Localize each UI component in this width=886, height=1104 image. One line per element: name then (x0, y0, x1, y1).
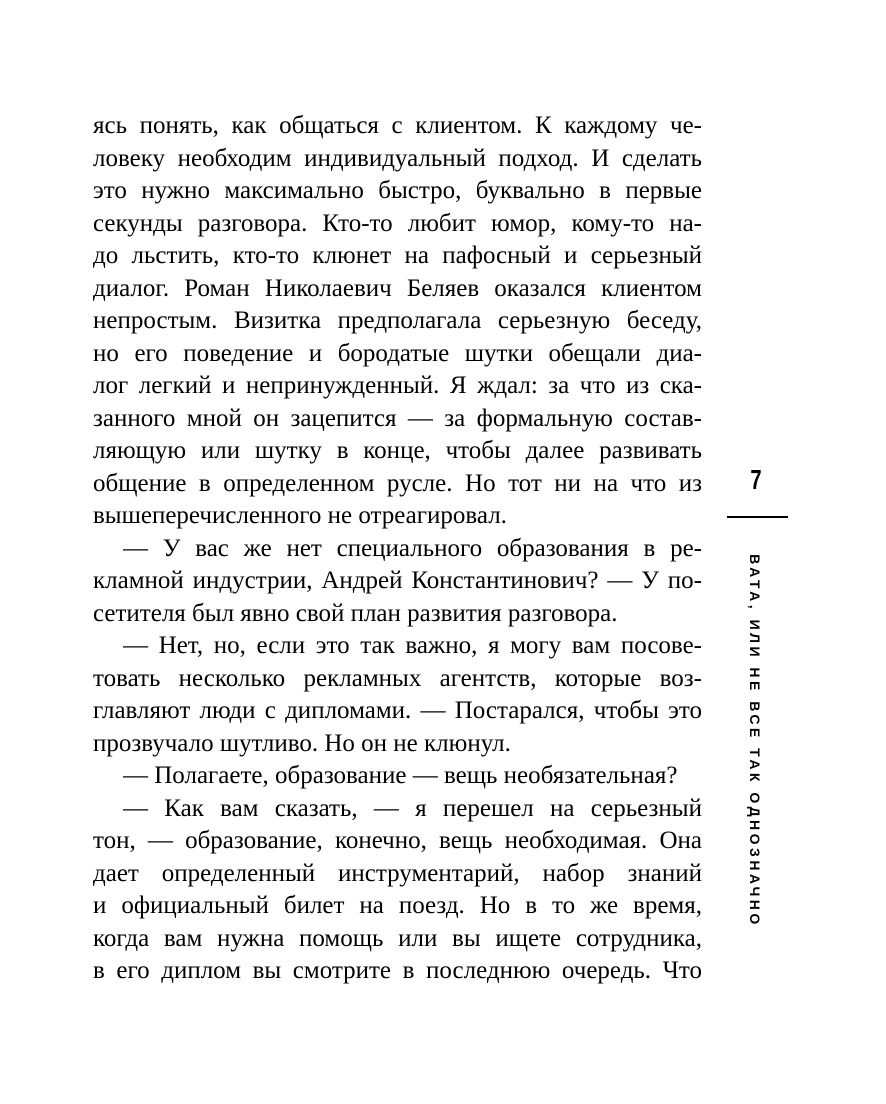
text-line: когда вам нужна помощь или вы ищете сотрудника, (93, 924, 702, 952)
text-line: прозвучало шутливо. Но он не клюнул. (93, 729, 511, 757)
text-line: это нужно максимально быстро, буквально в первые (93, 177, 702, 204)
text-line: главляют люди с дипломами. — Постарался, чтобы это (93, 697, 702, 724)
paragraph (93, 793, 702, 988)
text-line: в его диплом вы смотрите в последнюю очередь. Что (93, 957, 702, 984)
text-line: — Полагаете, образование — вещь необязательная? (123, 762, 678, 789)
paragraph (93, 630, 702, 760)
text-line: дает определенный инструментарий, набор знаний (93, 859, 702, 887)
text-line: ляющую или шутку в конце, чтобы далее развивать (93, 437, 702, 464)
page-number: 7 (750, 464, 762, 495)
text-line: тон, — образование, конечно, вещь необходимая. Она (93, 827, 702, 854)
text-line: но его поведение и бородатые шутки обещали диа- (93, 339, 702, 367)
text-line: диалог. Роман Николаевич Беляев оказался клиентом (93, 274, 702, 302)
text-line: сетителя был явно свой план развития разговора. (93, 599, 618, 627)
text-line: — Как вам сказать, — я перешел на серьезный (123, 794, 702, 822)
text-line: общение в определенном русле. Но тот ни на что из (93, 469, 702, 497)
text-line: ясь понять, как общаться с клиентом. К каждому че- (93, 112, 702, 139)
paragraph (93, 533, 702, 631)
body-text (93, 110, 702, 988)
text-line: — У вас же нет специального образования в ре- (123, 534, 702, 562)
text-line: секунды разговора. Кто-то любит юмор, кому-то на- (93, 209, 702, 237)
text-line: непростым. Визитка предполагала серьезную беседу, (93, 307, 702, 334)
text-line: и официальный билет на поезд. Но в то же время, (93, 892, 702, 919)
paragraph (93, 110, 702, 533)
text-line: занного мной он зацепится — за формальную состав- (93, 404, 702, 432)
text-line: вышеперечисленного не отреагировал. (93, 502, 507, 529)
text-line: до льстить, кто-то клюнет на пафосный и серьезный (93, 242, 702, 269)
text-line: ловеку необходим индивидуальный подход. И сделать (93, 144, 702, 172)
text-line: кламной индустрии, Андрей Константинович? — У по- (93, 567, 702, 594)
vertical-book-title: ВАТА, ИЛИ НЕ ВСЕ ТАК ОДНОЗНАЧНО (747, 554, 763, 928)
text-line: лог легкий и непринужденный. Я ждал: за что из ска- (93, 372, 702, 399)
paragraph (93, 760, 702, 793)
text-line: товать несколько рекламных агентств, которые воз- (93, 664, 702, 692)
text-line: — Нет, но, если это так важно, я могу вам посове- (123, 632, 702, 659)
section-rule (727, 516, 788, 518)
